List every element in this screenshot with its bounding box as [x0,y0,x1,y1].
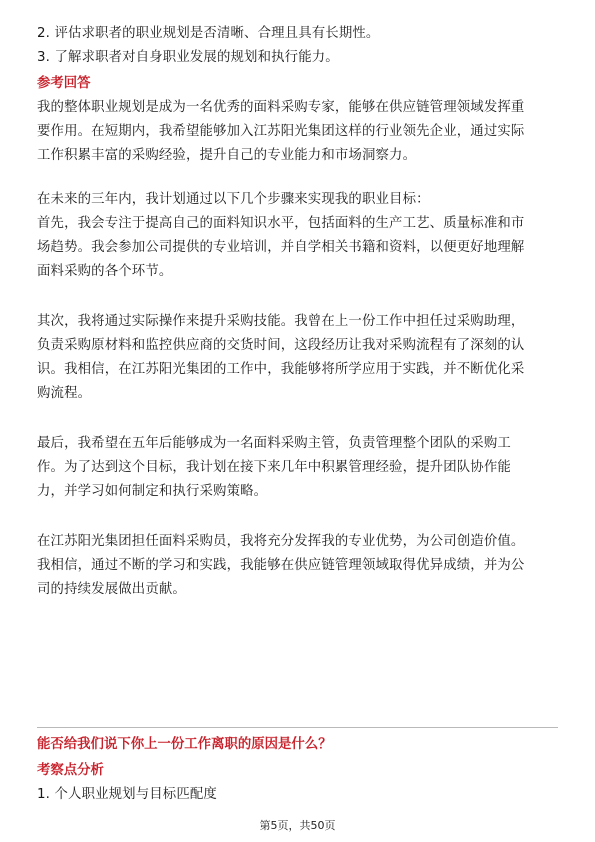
analysis-item: 1. 个人职业规划与目标匹配度 [37,787,217,802]
paragraph-line: 其次，我将通过实际操作来提升采购技能。我曾在上一份工作中担任过采购助理， [37,314,525,329]
paragraph-line: 工作积累丰富的采购经验，提升自己的专业能力和市场洞察力。 [37,148,417,163]
paragraph-line: 司的持续发展做出贡献。 [37,582,186,597]
intro-item: 2. 评估求职者的职业规划是否清晰、合理且具有长期性。 [37,26,380,41]
answer-paragraph-4 [37,432,562,504]
paragraph-line: 场趋势。我会参加公司提供的专业培训，并自学相关书籍和资料，以便更好地理解 [37,240,525,255]
paragraph-line: 首先，我会专注于提高自己的面料知识水平，包括面料的生产工艺、质量标准和市 [37,216,525,231]
next-question-heading: 能否给我们说下你上一份工作离职的原因是什么？ [37,737,332,752]
paragraph-line: 购流程。 [37,386,92,401]
analysis-heading: 考察点分析 [37,763,104,778]
page-number: 第5页，共50页 [259,819,336,832]
paragraph-line: 我相信，通过不断的学习和实践，我能够在供应链管理领域取得优异成绩，并为公 [37,558,525,573]
paragraph-line: 在未来的三年内，我计划通过以下几个步骤来实现我的职业目标： [37,192,430,207]
section-divider [37,727,558,728]
answer-paragraph-3 [37,310,562,406]
paragraph-line: 力，并学习如何制定和执行采购策略。 [37,484,268,499]
document-body [37,22,562,602]
paragraph-line: 面料采购的各个环节。 [37,264,173,279]
answer-paragraph-5 [37,530,562,602]
paragraph-line: 作。为了达到这个目标，我计划在接下来几年中积累管理经验，提升团队协作能 [37,460,511,475]
paragraph-line: 我的整体职业规划是成为一名优秀的面料采购专家，能够在供应链管理领域发挥重 [37,100,525,115]
paragraph-line: 识。我相信，在江苏阳光集团的工作中，我能够将所学应用于实践，并不断优化采 [37,362,525,377]
paragraph-line: 最后，我希望在五年后能够成为一名面料采购主管，负责管理整个团队的采购工 [37,436,511,451]
answer-paragraph-2 [37,188,562,284]
paragraph-line: 在江苏阳光集团担任面料采购员，我将充分发挥我的专业优势，为公司创造价值。 [37,534,525,549]
intro-item: 3. 了解求职者对自身职业发展的规划和执行能力。 [37,50,339,65]
answer-heading: 参考回答 [37,76,91,91]
paragraph-line: 负责采购原材料和监控供应商的交货时间，这段经历让我对采购流程有了深刻的认 [37,338,525,353]
answer-paragraph-1 [37,96,562,168]
paragraph-line: 要作用。在短期内，我希望能够加入江苏阳光集团这样的行业领先企业，通过实际 [37,124,525,139]
next-question-section [37,733,562,807]
